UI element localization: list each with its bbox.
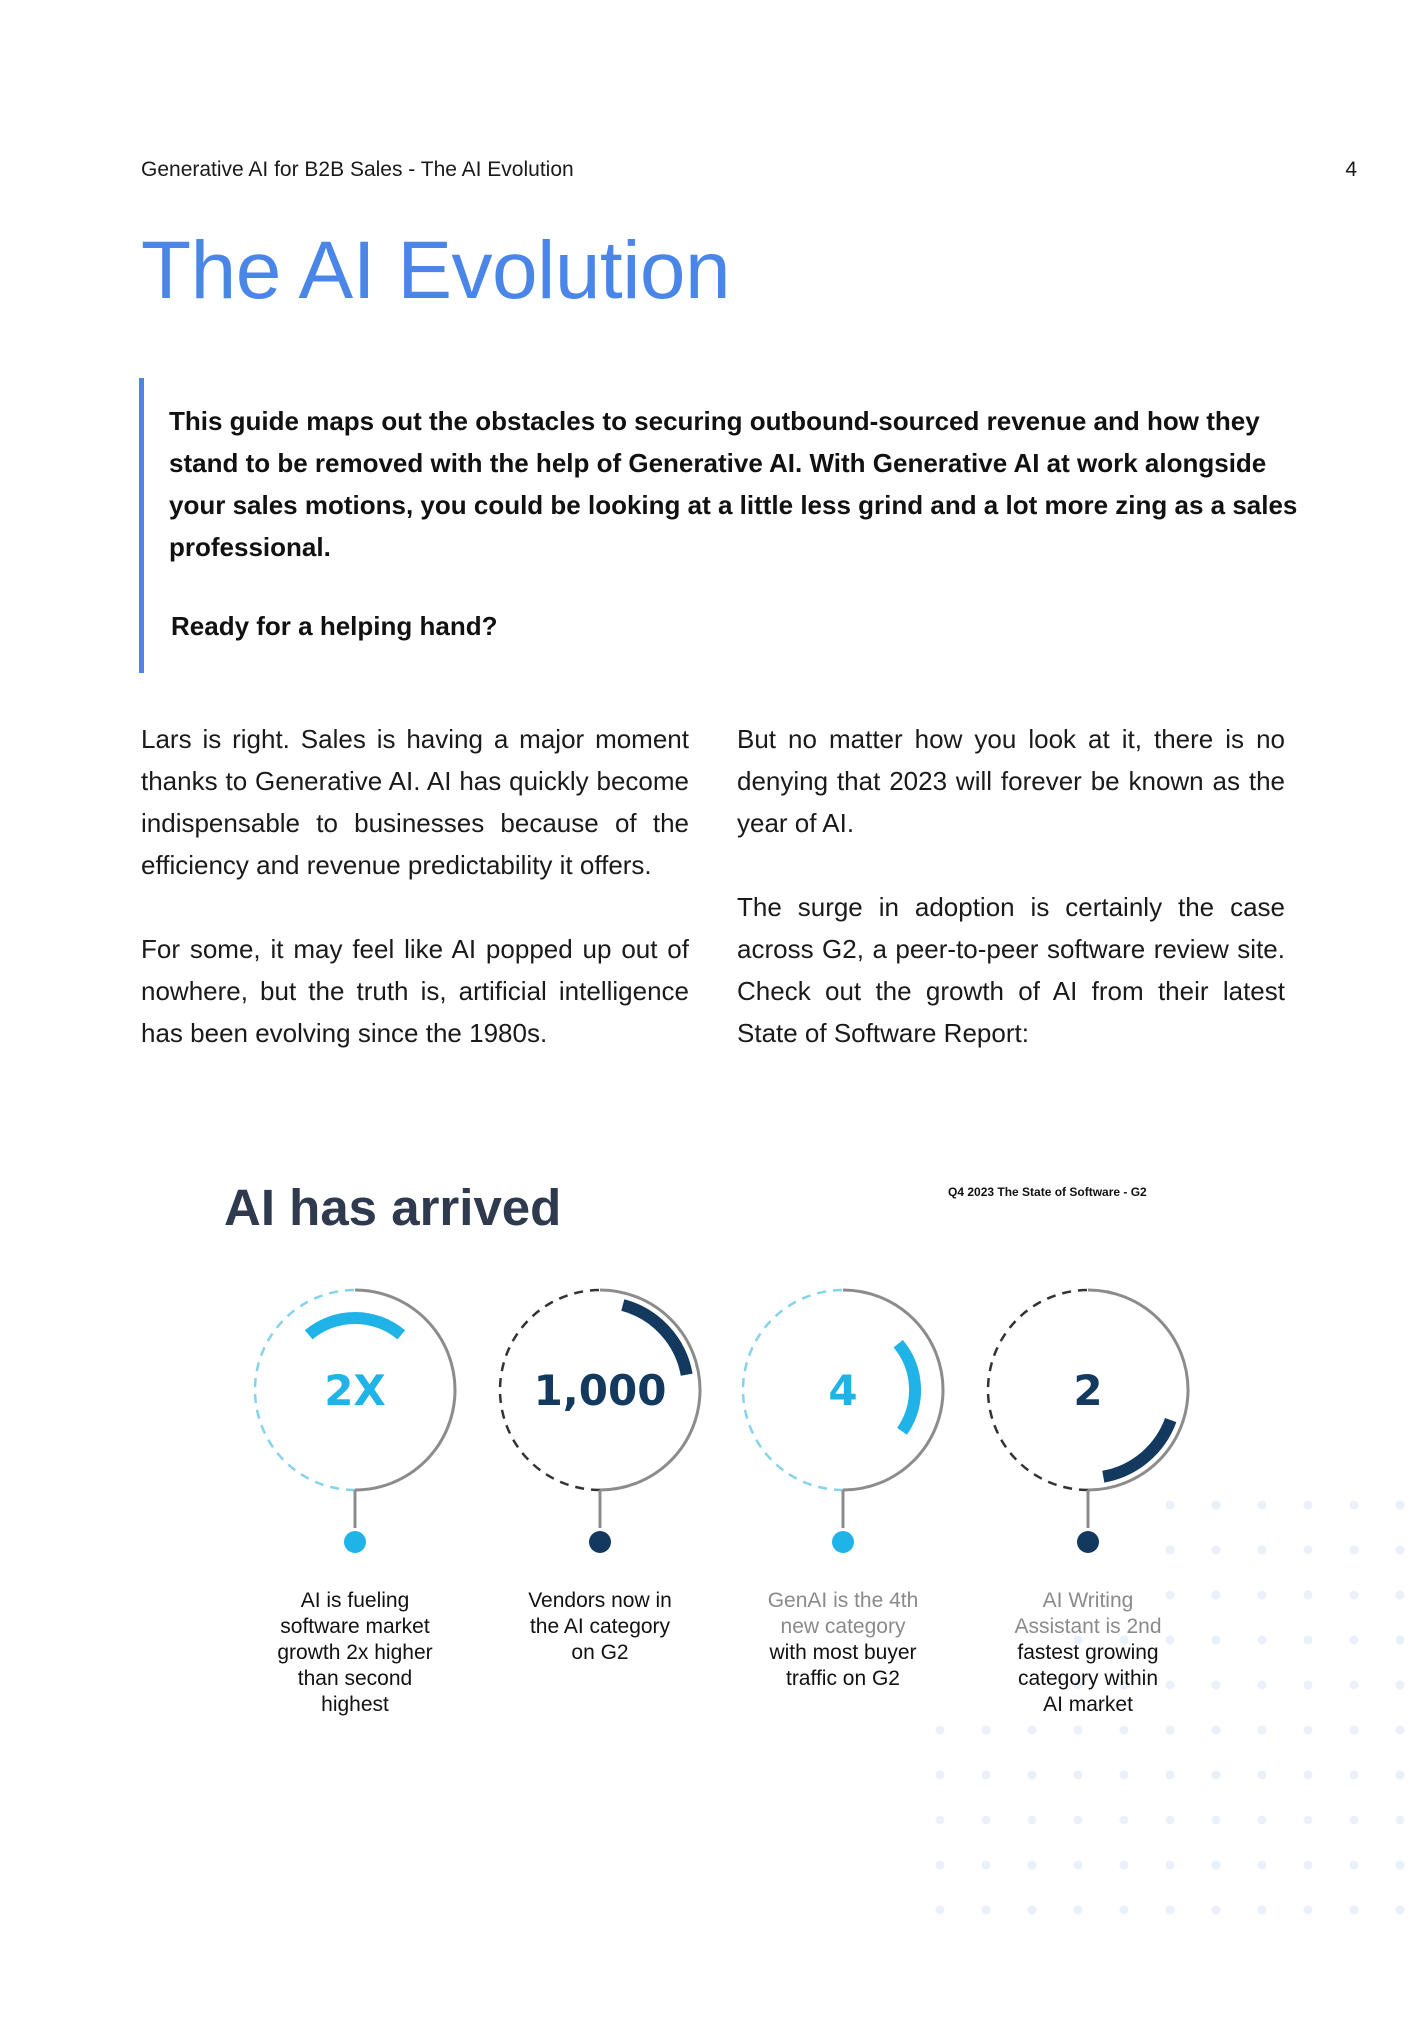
decorative-dot [1396,1726,1405,1735]
decorative-dot [1304,1816,1313,1825]
page-title: The AI Evolution [141,225,731,316]
decorative-dot [1166,1726,1175,1735]
caption-line: Vendors now in [528,1589,672,1612]
decorative-dot [936,1726,945,1735]
stats-graphic [240,1270,1220,1580]
decorative-dot [1120,1816,1129,1825]
decorative-dot [1304,1861,1313,1870]
caption-line: AI Writing [1042,1589,1134,1612]
decorative-dot [982,1771,991,1780]
decorative-dot [1212,1636,1221,1645]
stat-value: 2 [1073,1366,1103,1415]
caption-line: traffic on G2 [785,1667,900,1690]
decorative-dot [1304,1591,1313,1600]
decorative-dot [1350,1636,1359,1645]
decorative-dot [1258,1501,1267,1510]
decorative-dot [1074,1771,1083,1780]
decorative-dot [1258,1546,1267,1555]
callout-text: This guide maps out the obstacles to securing outbound-sourced revenue and how they stand to be removed with the help of Generative AI. With Generative AI at work alongside your sales motions, you could be looking at a little less grind and a lot more zing as a sales professional. [169,406,1298,562]
running-header [141,158,1357,182]
right-paragraph-2: The surge in adoption is certainly the case across G2, a peer-to-peer software review site. Check out the growth of AI from their latest State of Software Report: [737,892,1285,1048]
connector-dot [832,1531,854,1553]
caption-line: growth 2x higher [277,1641,433,1664]
left-paragraph-1: Lars is right. Sales is having a major moment thanks to Generative AI. AI has quickly become indispensable to businesses because of the efficiency and revenue predictability it offers. [141,724,689,880]
infographic-source: Q4 2023 The State of Software - G2 [948,1185,1147,1199]
decorative-dot [1304,1501,1313,1510]
caption-line: software market [280,1615,430,1638]
decorative-dot [1166,1771,1175,1780]
decorative-dot [1304,1546,1313,1555]
connector-dot [344,1531,366,1553]
decorative-dot [1212,1906,1221,1915]
decorative-dot [1074,1861,1083,1870]
decorative-dot [1258,1681,1267,1690]
decorative-dot [1166,1816,1175,1825]
decorative-dot [1212,1591,1221,1600]
decorative-dot [1028,1726,1037,1735]
left-paragraph-2: For some, it may feel like AI popped up out of nowhere, but the truth is, artificial intelligence has been evolving since the 1980s. [141,934,689,1048]
intro-callout [139,378,1324,673]
decorative-dot [1304,1681,1313,1690]
decorative-dot [1212,1726,1221,1735]
decorative-dot [1120,1906,1129,1915]
connector-dot [1077,1531,1099,1553]
decorative-dot [1350,1771,1359,1780]
decorative-dot [936,1906,945,1915]
decorative-dot [1350,1816,1359,1825]
decorative-dot [1304,1636,1313,1645]
decorative-dot [1396,1636,1405,1645]
decorative-dot [1028,1816,1037,1825]
decorative-dot [1120,1726,1129,1735]
caption-line: AI market [1043,1693,1133,1716]
caption-line: fastest growing [1017,1641,1159,1664]
decorative-dot [1212,1861,1221,1870]
callout-question: Ready for a helping hand? [171,611,498,641]
decorative-dot [1396,1861,1405,1870]
decorative-dot [1258,1636,1267,1645]
decorative-dot [1304,1906,1313,1915]
decorative-dot [1396,1546,1405,1555]
decorative-dot [1120,1771,1129,1780]
decorative-dot [1212,1771,1221,1780]
left-column [141,718,689,1096]
page-number: 4 [1345,158,1357,181]
decorative-dot [1258,1591,1267,1600]
stat-value: 2X [324,1366,386,1415]
caption-line: on G2 [571,1641,629,1664]
decorative-dot [936,1861,945,1870]
decorative-dot [1396,1771,1405,1780]
connector-dot [589,1531,611,1553]
caption-line: Assistant is 2nd [1014,1615,1162,1638]
decorative-dot [1258,1906,1267,1915]
caption-line: new category [780,1615,906,1638]
progress-accent-arc [1103,1420,1170,1477]
stat-value: 4 [828,1366,858,1415]
decorative-dot [1304,1771,1313,1780]
decorative-dot [1350,1591,1359,1600]
decorative-dot [982,1816,991,1825]
decorative-dot [1074,1816,1083,1825]
caption-line: AI is fueling [300,1589,410,1612]
decorative-dot [1074,1906,1083,1915]
decorative-dot [1028,1906,1037,1915]
caption-line: GenAI is the 4th [767,1589,919,1612]
stat-caption [245,1588,465,1718]
decorative-dot [1396,1501,1405,1510]
progress-accent-arc [623,1305,687,1375]
decorative-dot [1304,1726,1313,1735]
decorative-dot [1258,1861,1267,1870]
stat-caption [733,1588,953,1692]
decorative-dot [982,1726,991,1735]
running-title: Generative AI for B2B Sales - The AI Evolution [141,158,574,181]
caption-line: the AI category [529,1615,671,1638]
decorative-dot [1258,1771,1267,1780]
progress-accent-arc [898,1344,915,1432]
progress-accent-arc [309,1318,402,1335]
ring-solid-arc [843,1290,943,1490]
decorative-dot [1258,1726,1267,1735]
decorative-dot [1396,1816,1405,1825]
decorative-dot [1350,1726,1359,1735]
decorative-dot [1258,1816,1267,1825]
decorative-dot [1396,1906,1405,1915]
caption-line: than second [297,1667,413,1690]
decorative-dot [1396,1681,1405,1690]
infographic-title: AI has arrived [224,1179,562,1236]
stat-value: 1,000 [533,1366,667,1415]
decorative-dot [1350,1906,1359,1915]
caption-line: highest [321,1693,389,1716]
right-paragraph-1: But no matter how you look at it, there is no denying that 2023 will forever be known as the year of AI. [737,724,1285,838]
decorative-dot [1350,1861,1359,1870]
stat-caption [978,1588,1198,1718]
decorative-dot [1350,1501,1359,1510]
decorative-dot [936,1816,945,1825]
decorative-dot [1396,1591,1405,1600]
decorative-dot [1350,1681,1359,1690]
caption-line: category within [1017,1667,1159,1690]
decorative-dot [982,1906,991,1915]
right-column [737,718,1285,1096]
decorative-dot [1120,1861,1129,1870]
stat-caption [490,1588,710,1666]
decorative-dot [1350,1546,1359,1555]
decorative-dot [1028,1771,1037,1780]
decorative-dot [936,1771,945,1780]
decorative-dot [1028,1861,1037,1870]
decorative-dot [1166,1906,1175,1915]
decorative-dot [982,1861,991,1870]
decorative-dot [1212,1816,1221,1825]
decorative-dot [1074,1726,1083,1735]
caption-line: with most buyer [769,1641,917,1664]
decorative-dot [1166,1861,1175,1870]
decorative-dot [1212,1681,1221,1690]
